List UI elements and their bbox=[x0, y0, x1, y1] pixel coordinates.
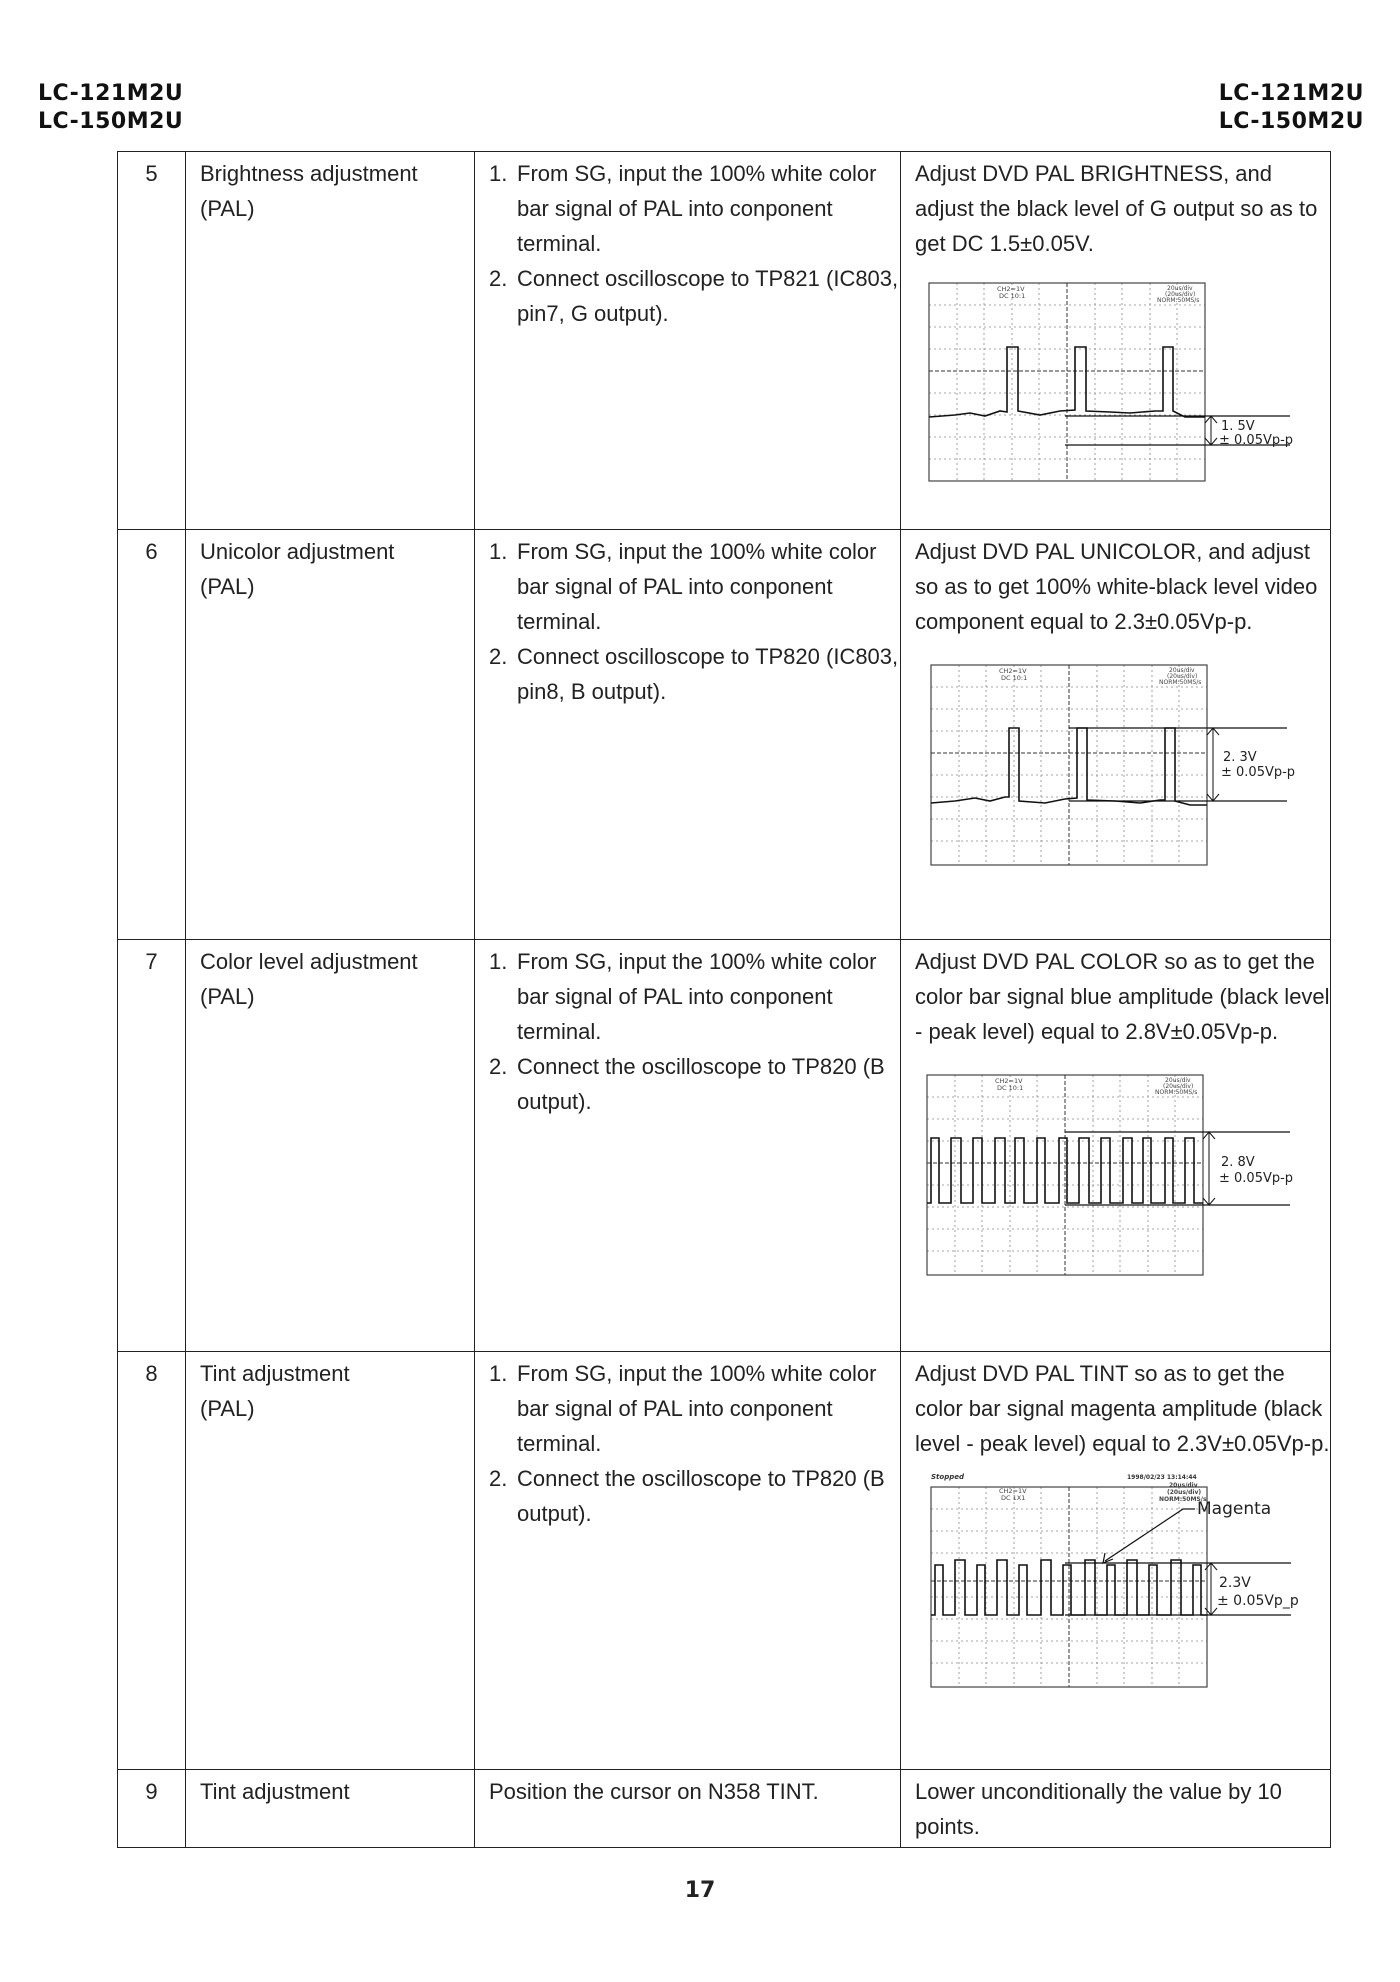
item-name: Tint adjustment (PAL) bbox=[200, 1361, 350, 1421]
scope-tolerance-label: ± 0.05Vp-p bbox=[1219, 1171, 1294, 1186]
scope-stopped-label: Stopped bbox=[931, 1473, 964, 1481]
table-row bbox=[118, 1770, 1331, 1848]
table-row bbox=[118, 530, 1331, 940]
procedure-steps bbox=[489, 1356, 900, 1531]
adjustment-table bbox=[117, 151, 1331, 1848]
row-number: 7 bbox=[118, 940, 186, 1352]
step: 2. Connect oscilloscope to TP820 (IC803, pin8, B output). bbox=[489, 644, 899, 704]
scope-time2-label: (20us/div) bbox=[1167, 673, 1198, 680]
scope-time-label: 20us/div bbox=[1169, 667, 1195, 674]
scope-dc-label: DC 10:1 bbox=[1001, 674, 1028, 682]
adjustment-text: Lower unconditionally the value by 10 points. bbox=[915, 1779, 1282, 1839]
table-row bbox=[118, 940, 1331, 1352]
adjustment-text: Adjust DVD PAL TINT so as to get the color bar signal magenta amplitude (black level - peak level) equal to 2.3V±0.05Vp-p. bbox=[915, 1361, 1330, 1456]
item-name: Color level adjustment (PAL) bbox=[200, 949, 418, 1009]
step: 1. From SG, input the 100% white color bar signal of PAL into conponent terminal. bbox=[489, 161, 877, 256]
scope-time-label: 20us/div bbox=[1167, 285, 1193, 292]
oscilloscope-figure bbox=[915, 265, 1315, 487]
page-number: 17 bbox=[684, 1878, 716, 1903]
adjustment-text: Adjust DVD PAL UNICOLOR, and adjust so as to get 100% white-black level video component equal to 2.3±0.05Vp-p. bbox=[915, 539, 1318, 634]
oscilloscope-figure bbox=[915, 1465, 1315, 1697]
oscilloscope-figure bbox=[915, 643, 1315, 875]
scope-time2-label: (20us/div) bbox=[1167, 1489, 1202, 1496]
model-2: LC-150M2U bbox=[1218, 109, 1364, 134]
step: 1. From SG, input the 100% white color bar signal of PAL into conponent terminal. bbox=[489, 1361, 877, 1456]
scope-time2-label: (20us/div) bbox=[1165, 291, 1196, 298]
scope-norm-label: NORM:50MS/s bbox=[1157, 297, 1200, 304]
row-number: 6 bbox=[118, 530, 186, 940]
header-right bbox=[1219, 80, 1364, 136]
row-number: 9 bbox=[118, 1770, 186, 1848]
step: 1. From SG, input the 100% white color bar signal of PAL into conponent terminal. bbox=[489, 949, 877, 1044]
scope-ch-label: CH2=1V bbox=[997, 285, 1025, 293]
procedure-steps bbox=[489, 944, 900, 1119]
scope-ch-label: CH2=1V bbox=[999, 667, 1027, 675]
model-1: LC-121M2U bbox=[38, 81, 184, 106]
scope-tolerance-label: ± 0.05Vp-p bbox=[1219, 433, 1294, 448]
scope-value-label: 2. 8V bbox=[1221, 1155, 1255, 1170]
scope-ch-label: CH2=1V bbox=[999, 1487, 1027, 1495]
scope-time-label: 20us/div bbox=[1169, 1482, 1198, 1489]
procedure-steps bbox=[489, 534, 900, 709]
step: 2. Connect the oscilloscope to TP820 (B output). bbox=[489, 1466, 885, 1526]
model-1: LC-121M2U bbox=[1218, 81, 1364, 106]
step: 2. Connect the oscilloscope to TP820 (B output). bbox=[489, 1054, 885, 1114]
scope-tolerance-label: ± 0.05Vp-p bbox=[1221, 765, 1296, 780]
scope-value-label: 2.3V bbox=[1219, 1575, 1251, 1591]
scope-dc-label: DC 10:1 bbox=[997, 1084, 1024, 1092]
procedure-text: Position the cursor on N358 TINT. bbox=[489, 1779, 819, 1804]
scope-tolerance-label: ± 0.05Vp_p bbox=[1217, 1593, 1299, 1609]
model-2: LC-150M2U bbox=[38, 109, 184, 134]
scope-time-label: 20us/div bbox=[1165, 1077, 1191, 1084]
scope-time2-label: (20us/div) bbox=[1163, 1083, 1194, 1090]
scope-value-label: 2. 3V bbox=[1223, 750, 1257, 765]
item-name: Brightness adjustment (PAL) bbox=[200, 161, 418, 221]
procedure-steps bbox=[489, 156, 900, 331]
item-name: Unicolor adjustment (PAL) bbox=[200, 539, 395, 599]
scope-dc-label: DC 10:1 bbox=[999, 292, 1026, 300]
step: 1. From SG, input the 100% white color bar signal of PAL into conponent terminal. bbox=[489, 539, 877, 634]
adjustment-text: Adjust DVD PAL COLOR so as to get the color bar signal blue amplitude (black level - peak level) equal to 2.8V±0.05Vp-p. bbox=[915, 949, 1330, 1044]
scope-norm-label: NORM:50MS/s bbox=[1155, 1089, 1198, 1096]
header-left bbox=[38, 80, 183, 136]
row-number: 5 bbox=[118, 152, 186, 530]
scope-value-label: 1. 5V bbox=[1221, 419, 1255, 434]
adjustment-text: Adjust DVD PAL BRIGHTNESS, and adjust the black level of G output so as to get DC 1.5±0.05V. bbox=[915, 161, 1318, 256]
table-row bbox=[118, 152, 1331, 530]
scope-magenta-label: Magenta bbox=[1197, 1499, 1272, 1519]
row-number: 8 bbox=[118, 1352, 186, 1770]
scope-date-label: 1998/02/23 13:14:44 bbox=[1127, 1474, 1197, 1481]
item-name: Tint adjustment bbox=[200, 1779, 350, 1804]
scope-norm-label: NORM:50MS/s bbox=[1159, 679, 1202, 686]
oscilloscope-figure bbox=[915, 1053, 1315, 1285]
scope-dc-label: DC 1X1 bbox=[1001, 1494, 1026, 1502]
scope-ch-label: CH2=1V bbox=[995, 1077, 1023, 1085]
table-row bbox=[118, 1352, 1331, 1770]
step: 2. Connect oscilloscope to TP821 (IC803, pin7, G output). bbox=[489, 266, 899, 326]
scope-norm-label: NORM:50MS/s bbox=[1159, 1496, 1207, 1503]
